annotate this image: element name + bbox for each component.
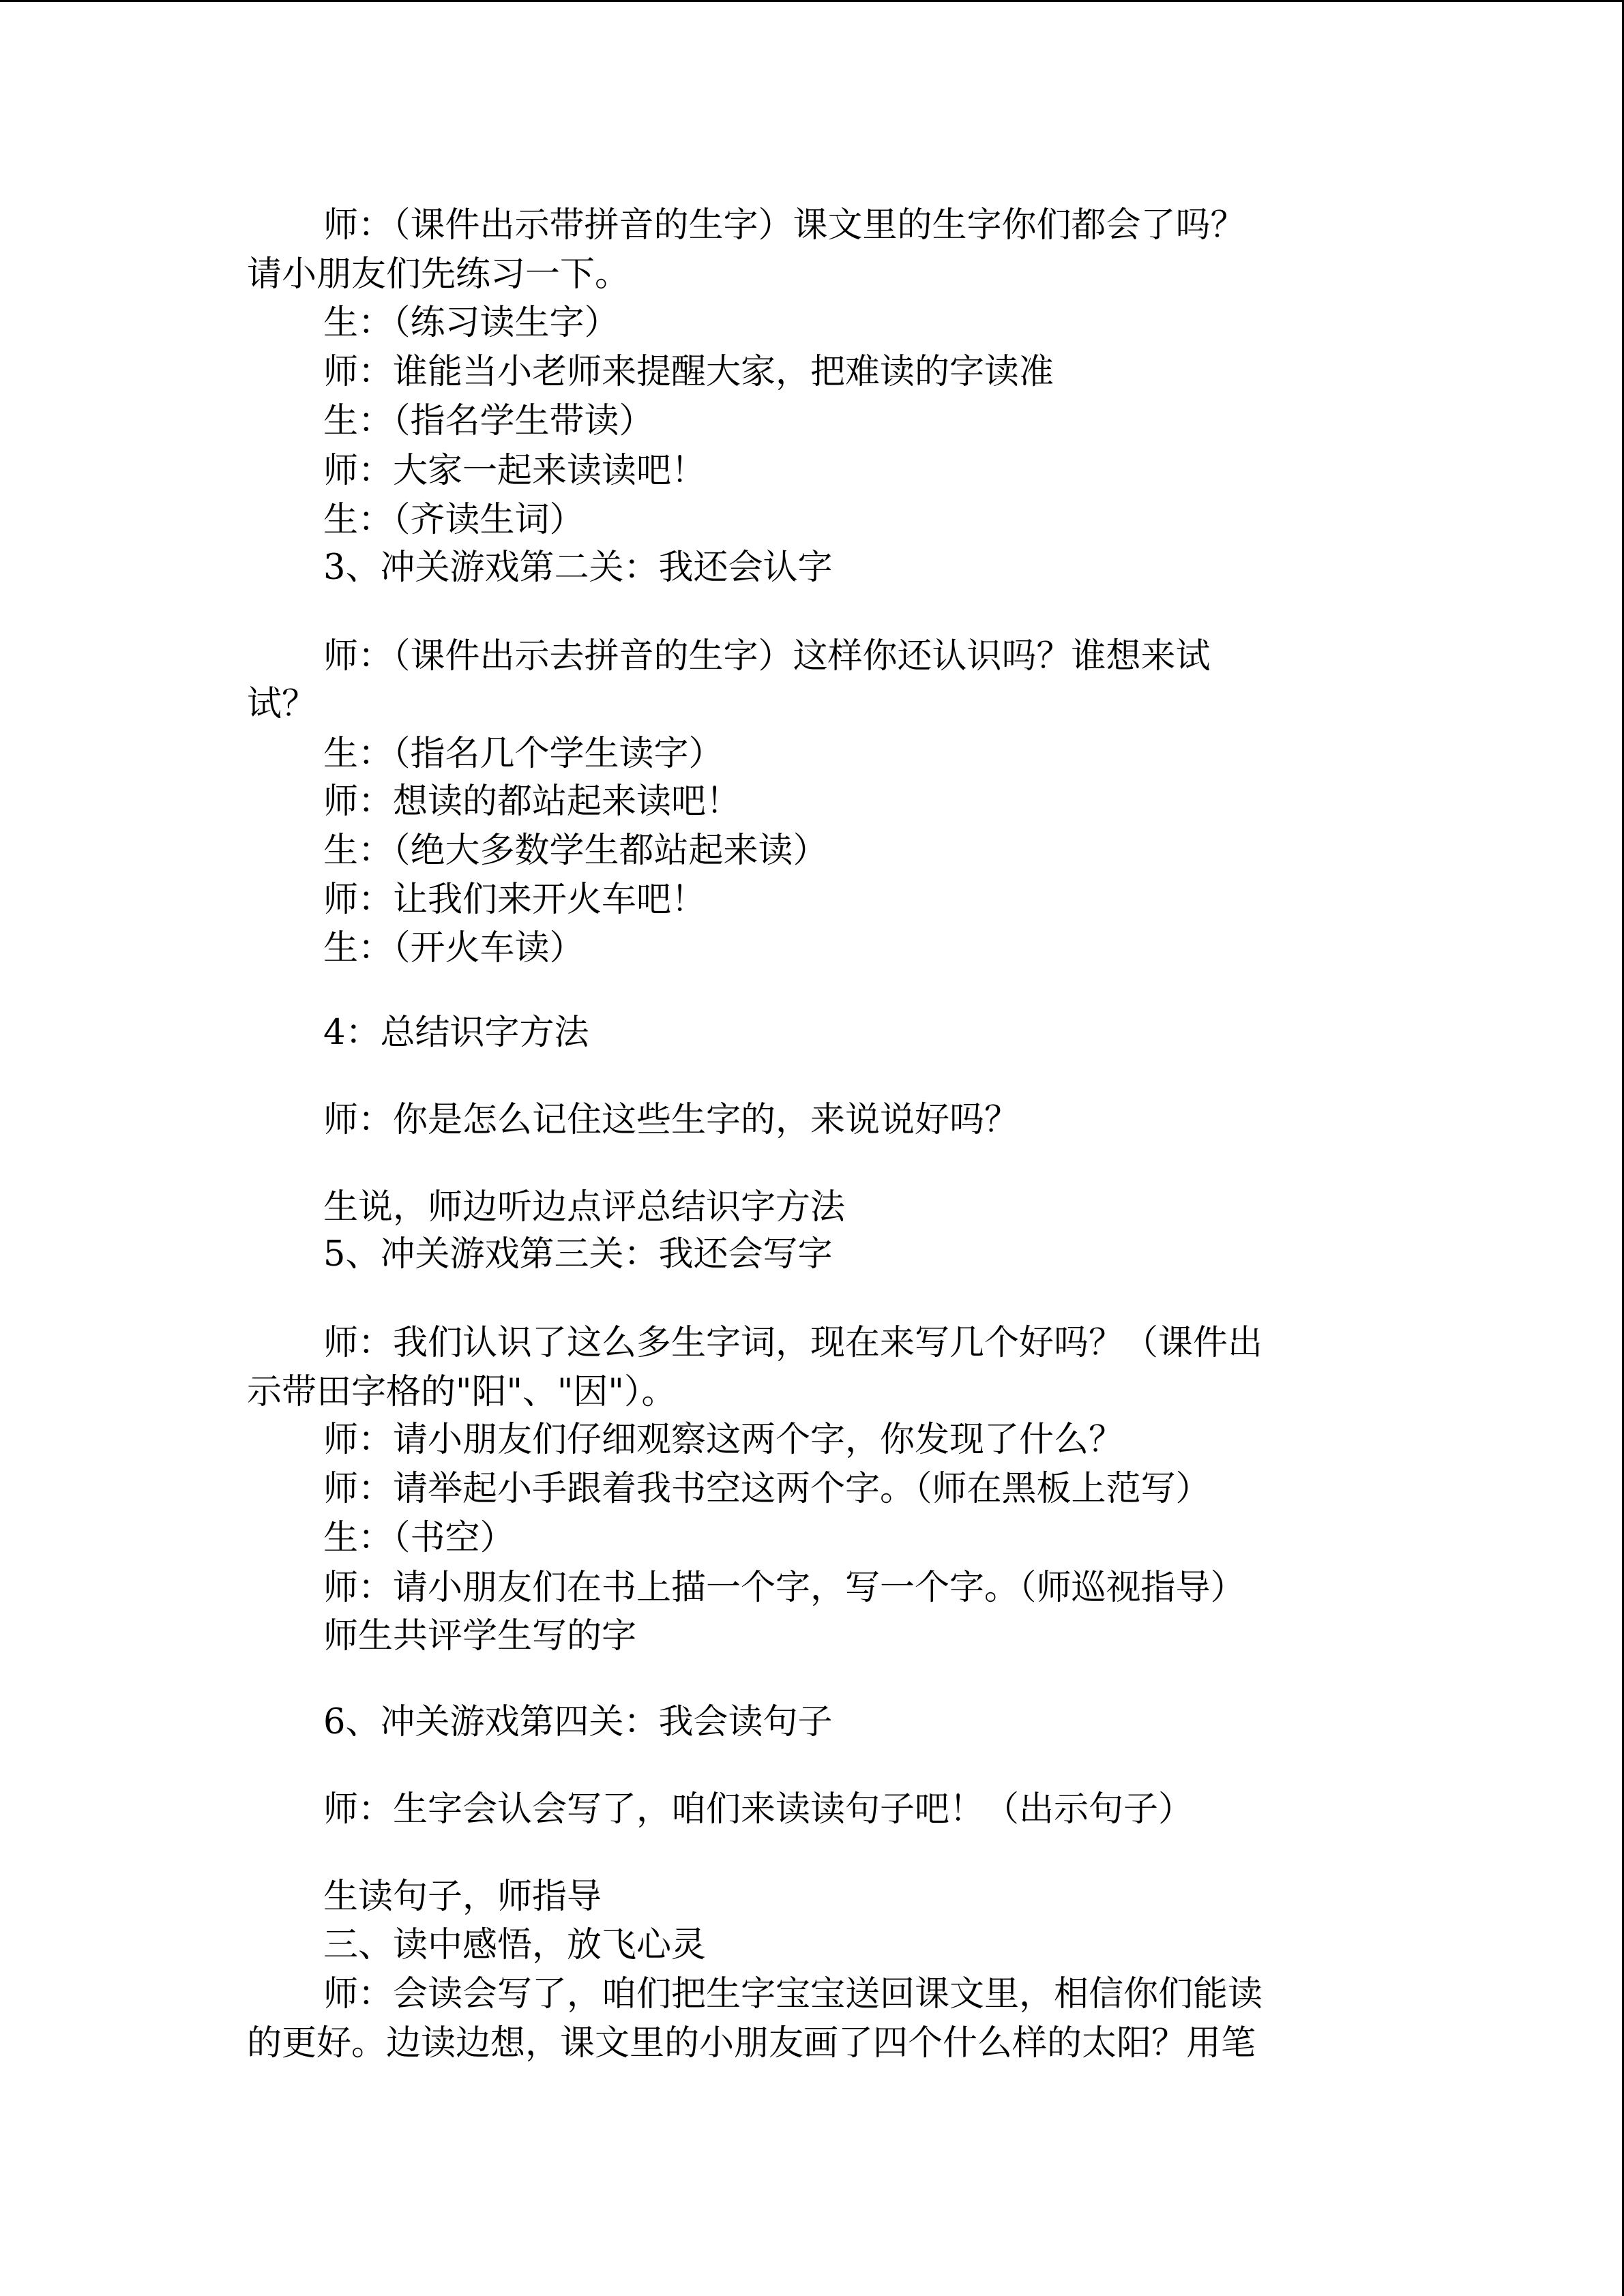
- section-heading: 3、冲关游戏第二关：我还会认字: [323, 548, 833, 588]
- text-line: 师：请举起小手跟着我书空这两个字。（师在黑板上范写）: [323, 1469, 1211, 1509]
- text-line: 生读句子，师指导: [323, 1877, 602, 1917]
- text-line: 生说，师边听边点评总结识字方法: [323, 1187, 846, 1227]
- text-line: 师：让我们来开火车吧！: [323, 880, 707, 920]
- text-line: 生：（指名几个学生读字）: [323, 734, 724, 774]
- text-line: 示带田字格的"阳"、"因"）。: [247, 1372, 677, 1412]
- section-heading: 4：总结识字方法: [323, 1013, 589, 1053]
- text-line: 生：（齐读生词）: [323, 500, 585, 540]
- text-line: 生：（练习读生字）: [323, 303, 619, 343]
- text-line: 师：大家一起来读读吧！: [323, 451, 707, 491]
- text-line: 生：（绝大多数学生都站起来读）: [323, 831, 828, 871]
- text-line: 师：请小朋友们在书上描一个字，写一个字。（师巡视指导）: [323, 1568, 1245, 1608]
- section-heading: 6、冲关游戏第四关：我会读句子: [323, 1702, 833, 1742]
- section-heading: 三、读中感悟，放飞心灵: [323, 1925, 707, 1965]
- text-line: 师：生字会认会写了，咱们来读读句子吧！（出示句子）: [323, 1789, 1194, 1830]
- text-line: 师：会读会写了，咱们把生字宝宝送回课文里，相信你们能读: [323, 1974, 1263, 2014]
- text-line: 师：（课件出示去拼音的生字）这样你还认识吗？谁想来试: [323, 636, 1211, 676]
- text-line: 生：（指名学生带读）: [323, 401, 654, 441]
- text-line: 师：想读的都站起来读吧！: [323, 781, 741, 822]
- section-heading: 5、冲关游戏第三关：我还会写字: [323, 1234, 833, 1274]
- text-line: 师：我们认识了这么多生字词，现在来写几个好吗？（课件出: [323, 1323, 1263, 1363]
- text-line: 的更好。边读边想，课文里的小朋友画了四个什么样的太阳？用笔: [247, 2023, 1256, 2063]
- text-line: 生：（书空）: [323, 1518, 515, 1558]
- text-line: 师：（课件出示带拼音的生字）课文里的生字你们都会了吗？: [323, 205, 1245, 245]
- text-line: 师：你是怎么记住这些生字的，来说说好吗？: [323, 1100, 1020, 1140]
- text-line: 师：谁能当小老师来提醒大家，把难读的字读准: [323, 352, 1054, 392]
- text-line: 师生共评学生写的字: [323, 1616, 637, 1656]
- text-line: 试？: [247, 684, 317, 724]
- text-line: 生：（开火车读）: [323, 928, 585, 968]
- text-line: 师：请小朋友们仔细观察这两个字，你发现了什么？: [323, 1420, 1124, 1460]
- text-line: 请小朋友们先练习一下。: [247, 254, 630, 295]
